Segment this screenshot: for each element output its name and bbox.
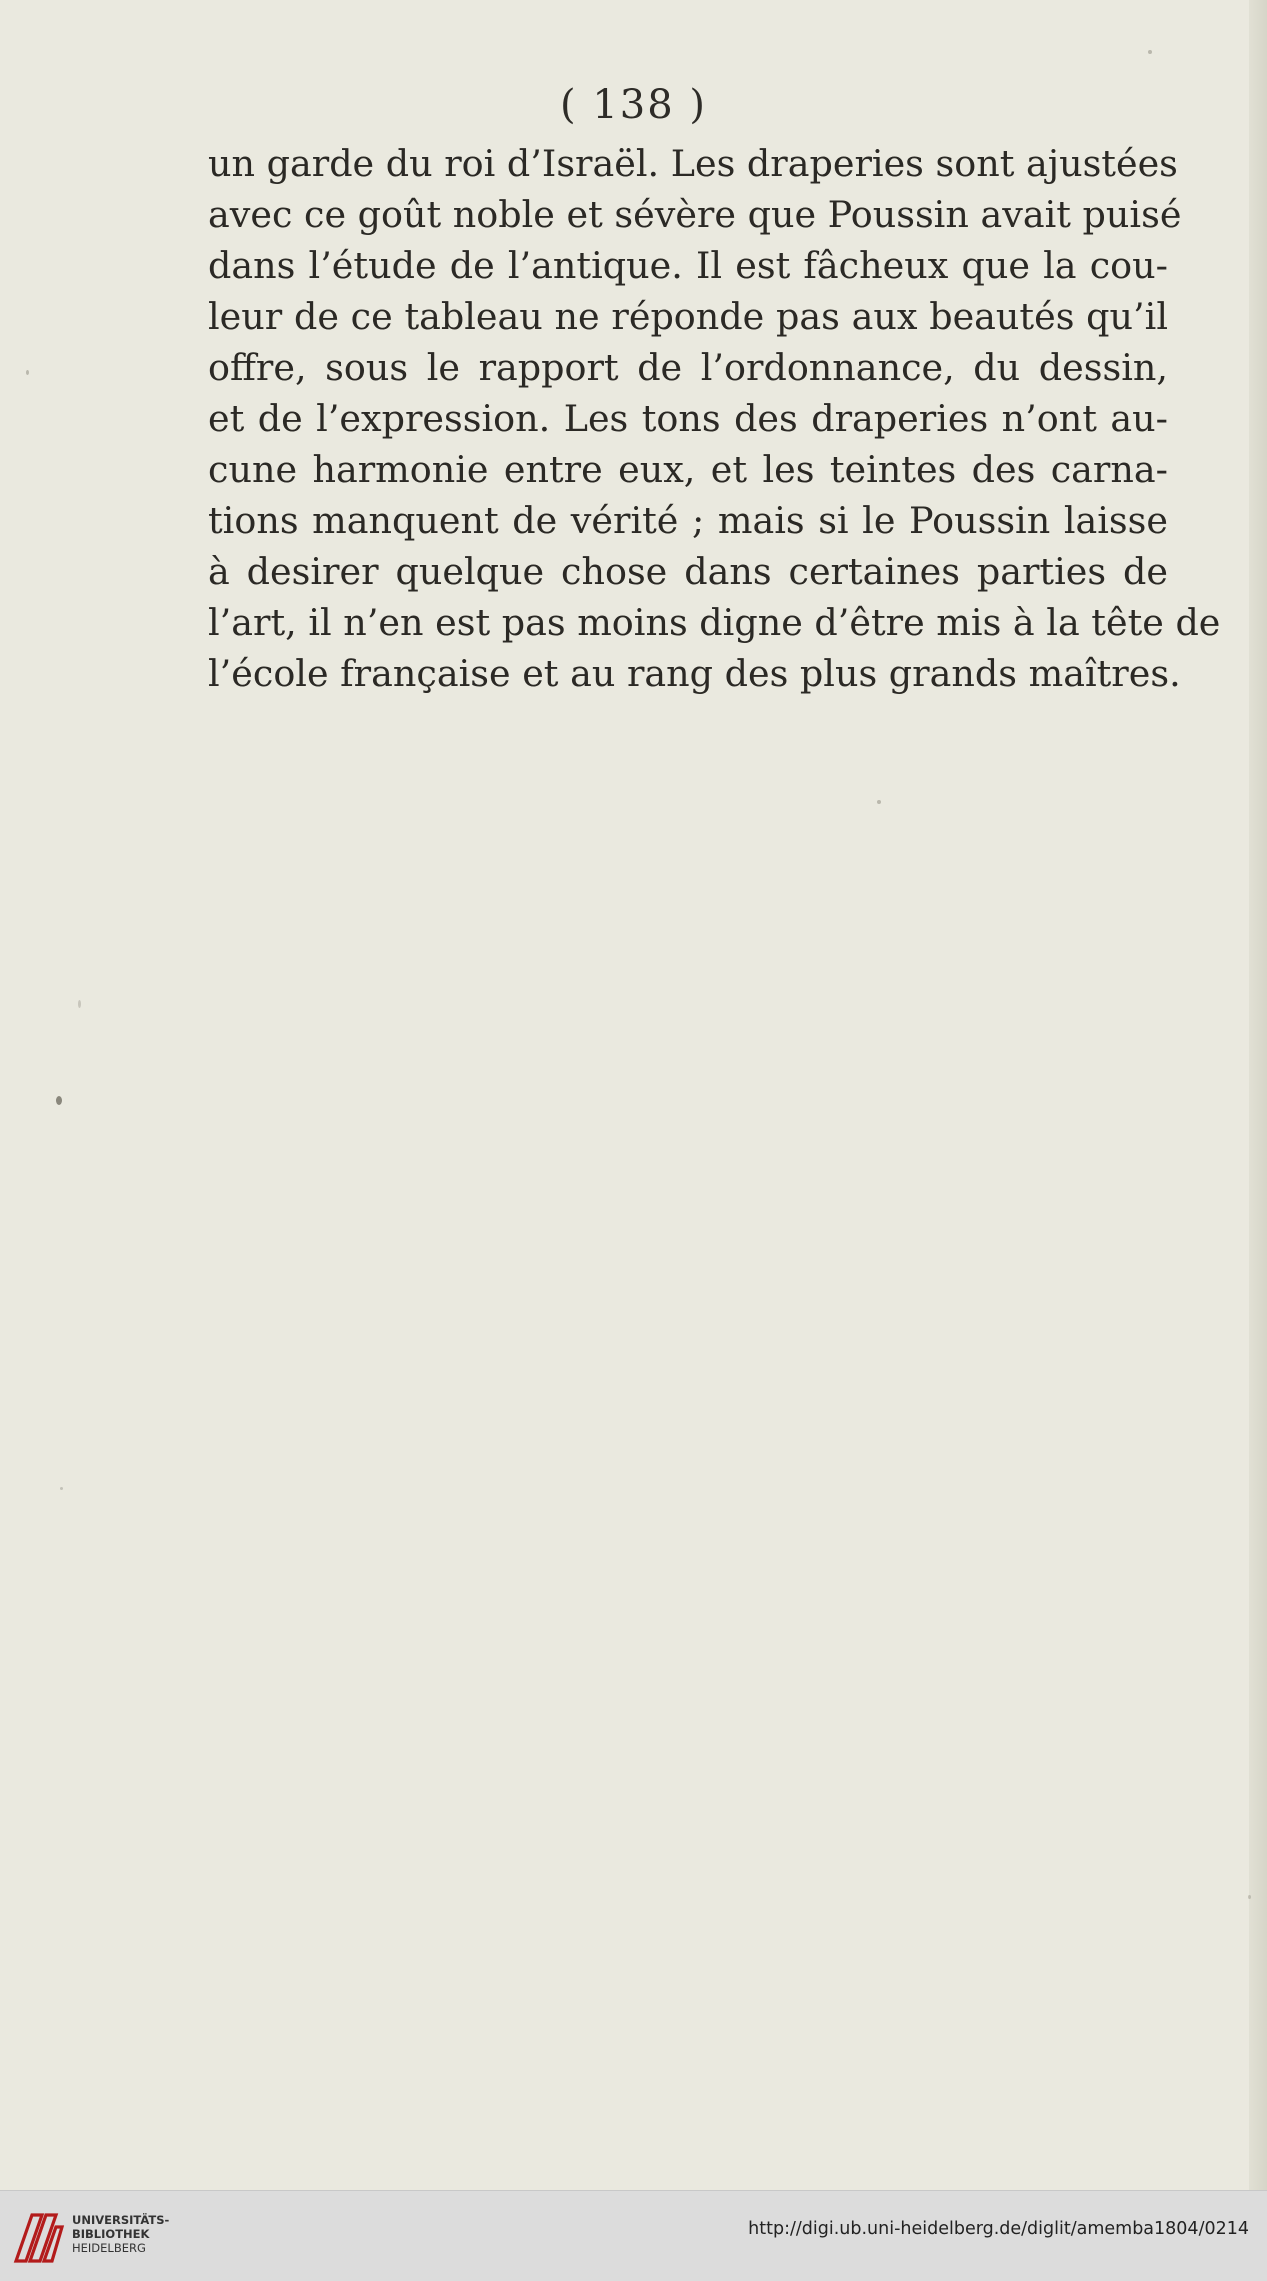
library-name-line: HEIDELBERG	[72, 2241, 146, 2255]
text-line: à desirer quelque chose dans certaines parties de	[208, 550, 1168, 593]
text-line: un garde du roi d’Israël. Les draperies sont ajustées	[208, 142, 1178, 185]
body-text	[208, 138, 1221, 699]
viewer-footer	[0, 2190, 1267, 2281]
library-name	[72, 2213, 169, 2255]
library-name-line: UNIVERSITÄTS-	[72, 2213, 170, 2227]
text-line: tions manquent de vérité ; mais si le Poussin laisse	[208, 499, 1168, 542]
paper-speck	[56, 1096, 62, 1105]
text-line: avec ce goût noble et sévère que Poussin avait puisé	[208, 193, 1182, 236]
text-line: l’art, il n’en est pas moins digne d’être mis à la tête de	[208, 601, 1221, 644]
university-library-logo-icon	[12, 2209, 66, 2265]
paper-speck	[1148, 50, 1152, 54]
paper-speck	[78, 1000, 81, 1008]
page-number: ( 138 )	[560, 82, 707, 128]
text-line: l’école française et au rang des plus grands maîtres.	[208, 652, 1181, 695]
permalink-url[interactable]: http://digi.ub.uni-heidelberg.de/diglit/amemba1804/0214	[748, 2219, 1249, 2239]
paper-speck	[26, 370, 29, 375]
text-line: cune harmonie entre eux, et les teintes des carna-	[208, 448, 1168, 491]
text-line: et de l’expression. Les tons des draperies n’ont au-	[208, 397, 1168, 440]
library-name-line: BIBLIOTHEK	[72, 2227, 150, 2241]
text-line: offre, sous le rapport de l’ordonnance, du dessin,	[208, 346, 1168, 389]
page-edge-shadow	[1249, 0, 1267, 2190]
text-line: leur de ce tableau ne réponde pas aux beautés qu’il	[208, 295, 1168, 338]
paper-speck	[1248, 1895, 1251, 1899]
text-line: dans l’étude de l’antique. Il est fâcheux que la cou-	[208, 244, 1168, 287]
paper-speck	[877, 800, 881, 804]
paper-speck	[60, 1487, 63, 1490]
